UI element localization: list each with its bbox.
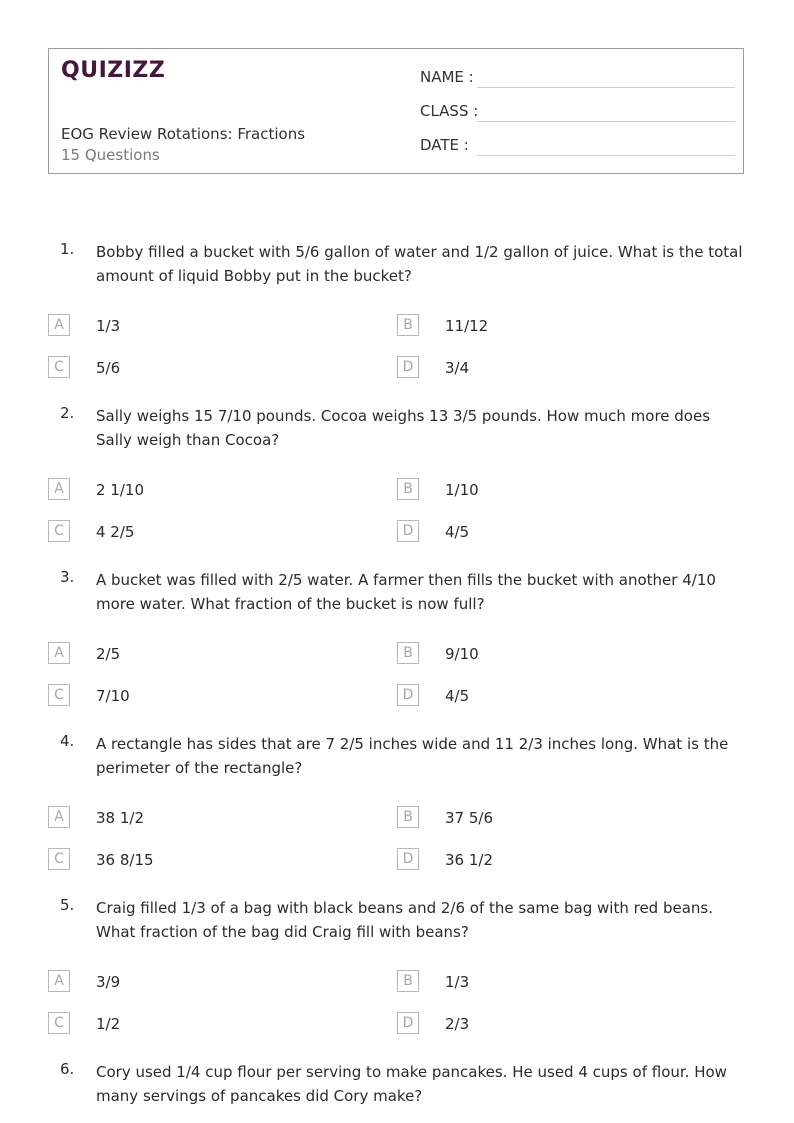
question-number: 2. — [60, 404, 75, 422]
option-text: 4 2/5 — [96, 523, 135, 541]
option-letter: A — [48, 314, 70, 336]
question-text: Craig filled 1/3 of a bag with black beans and 2/6 of the same bag with red beans. What fraction of the bag did Craig fill with beans? — [96, 899, 713, 941]
option-letter: C — [48, 520, 70, 542]
option-text: 4/5 — [445, 687, 470, 705]
option-text: 11/12 — [445, 317, 489, 335]
question-text: Sally weighs 15 7/10 pounds. Cocoa weighs 13 3/5 pounds. How much more does Sally weigh than Cocoa? — [96, 407, 711, 449]
option-text: 1/2 — [96, 1015, 121, 1033]
option-text: 36 1/2 — [445, 851, 493, 869]
option-text: 37 5/6 — [445, 809, 493, 827]
worksheet-title: EOG Review Rotations: Fractions — [61, 125, 306, 143]
option-text: 5/6 — [96, 359, 121, 377]
option-text: 3/4 — [445, 359, 470, 377]
option-text: 36 8/15 — [96, 851, 154, 869]
option-letter: D — [397, 1012, 419, 1034]
option-text: 2 1/10 — [96, 481, 144, 499]
question-number: 4. — [60, 732, 75, 750]
option-text: 1/3 — [445, 973, 470, 991]
question-number: 3. — [60, 568, 75, 586]
option-text: 1/3 — [96, 317, 121, 335]
option-letter: B — [397, 314, 419, 336]
option-text: 2/3 — [445, 1015, 470, 1033]
option-letter: A — [48, 970, 70, 992]
question-number: 6. — [60, 1060, 75, 1078]
question-text: A bucket was filled with 2/5 water. A farmer then fills the bucket with another 4/10 more water. What fraction of the bucket is now full? — [96, 571, 716, 613]
option-letter: C — [48, 356, 70, 378]
option-letter: B — [397, 806, 419, 828]
question-count: 15 Questions — [61, 146, 160, 164]
option-letter: D — [397, 684, 419, 706]
option-letter: C — [48, 848, 70, 870]
name-line[interactable] — [477, 87, 735, 88]
option-letter: A — [48, 478, 70, 500]
name-field[interactable] — [420, 66, 735, 88]
date-line[interactable] — [477, 155, 735, 156]
option-letter: A — [48, 642, 70, 664]
question-text: Cory used 1/4 cup flour per serving to make pancakes. He used 4 cups of flour. How many servings of pancakes did Cory make? — [96, 1063, 727, 1105]
option-text: 2/5 — [96, 645, 121, 663]
option-letter: C — [48, 684, 70, 706]
option-letter: D — [397, 520, 419, 542]
date-label: DATE : — [420, 136, 469, 154]
class-line[interactable] — [477, 121, 735, 122]
question-text: Bobby filled a bucket with 5/6 gallon of water and 1/2 gallon of juice. What is the total amount of liquid Bobby put in the bucket? — [96, 243, 743, 285]
option-letter: B — [397, 970, 419, 992]
option-text: 1/10 — [445, 481, 479, 499]
quizizz-logo: QUIZIZZ — [61, 58, 166, 83]
option-text: 38 1/2 — [96, 809, 144, 827]
option-text: 4/5 — [445, 523, 470, 541]
class-label: CLASS : — [420, 102, 479, 120]
worksheet-header — [48, 48, 744, 174]
option-text: 7/10 — [96, 687, 130, 705]
option-letter: B — [397, 642, 419, 664]
class-field[interactable] — [420, 100, 735, 122]
name-label: NAME : — [420, 68, 474, 86]
option-text: 9/10 — [445, 645, 479, 663]
question-text: A rectangle has sides that are 7 2/5 inches wide and 11 2/3 inches long. What is the perimeter of the rectangle? — [96, 735, 729, 777]
option-letter: D — [397, 848, 419, 870]
option-letter: C — [48, 1012, 70, 1034]
question-number: 1. — [60, 240, 75, 258]
option-letter: B — [397, 478, 419, 500]
question-number: 5. — [60, 896, 75, 914]
date-field[interactable] — [420, 134, 735, 156]
option-letter: A — [48, 806, 70, 828]
option-letter: D — [397, 356, 419, 378]
option-text: 3/9 — [96, 973, 121, 991]
